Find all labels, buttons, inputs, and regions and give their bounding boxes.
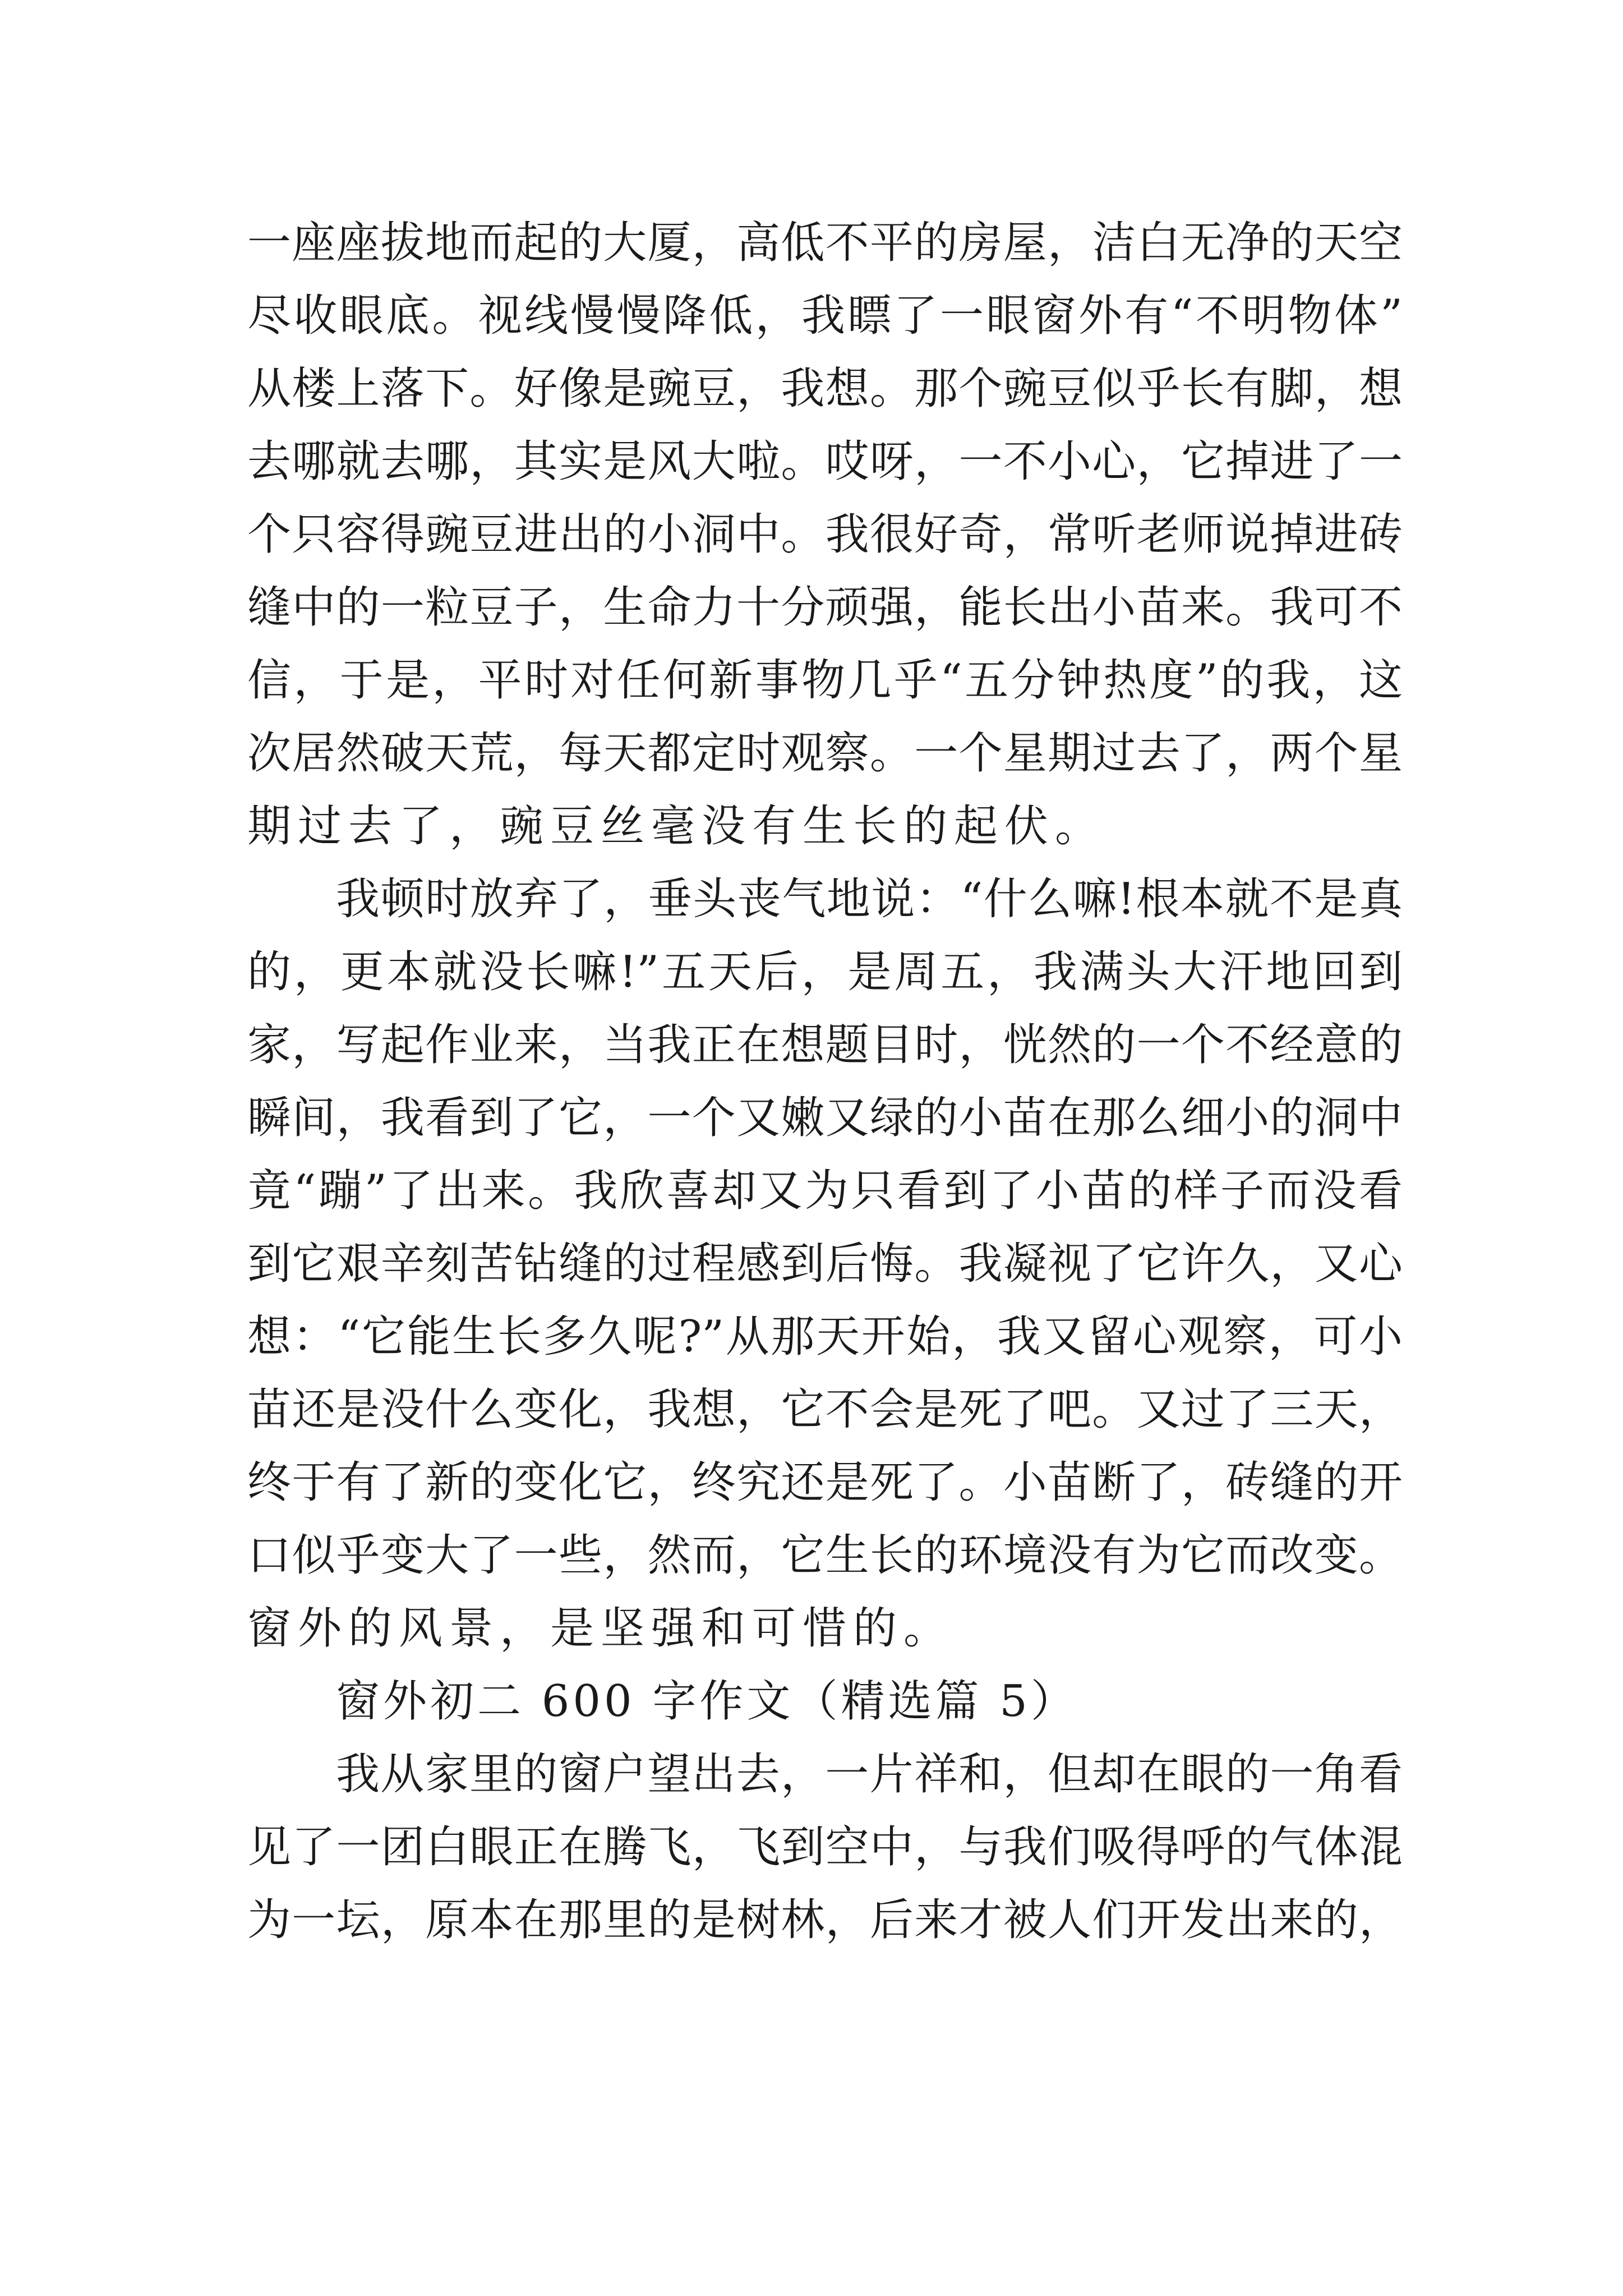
text-line: 信，于是，平时对任何新事物几乎“五分钟热度”的我，这 xyxy=(247,655,1403,706)
text-line: 缝中的一粒豆子，生命力十分顽强，能长出小苗来。我可不 xyxy=(247,582,1403,633)
text-line: 见了一团白眼正在腾飞，飞到空中，与我们吸得呼的气体混 xyxy=(247,1822,1403,1872)
text-line: 苗还是没什么变化，我想，它不会是死了吧。又过了三天， xyxy=(247,1384,1403,1435)
text-line: 尽收眼底。视线慢慢降低，我瞟了一眼窗外有“不明物体” xyxy=(247,291,1403,341)
text-line: 从楼上落下。好像是豌豆，我想。那个豌豆似乎长有脚，想 xyxy=(247,364,1403,414)
text-line: 去哪就去哪，其实是风大啦。哎呀，一不小心，它掉进了一 xyxy=(247,436,1403,487)
text-line: 到它艰辛刻苦钻缝的过程感到后悔。我凝视了它许久，又心 xyxy=(247,1239,1403,1289)
text-line: 口似乎变大了一些，然而，它生长的环境没有为它而改变。 xyxy=(247,1530,1403,1581)
text-line: 想：“它能生长多久呢?”从那天开始，我又留心观察，可小 xyxy=(247,1312,1403,1362)
section-heading: 窗外初二 600 字作文（精选篇 5） xyxy=(336,1676,1078,1727)
text-line: 瞬间，我看到了它，一个又嫩又绿的小苗在那么细小的洞中 xyxy=(247,1093,1403,1143)
text-line: 竟“蹦”了出来。我欣喜却又为只看到了小苗的样子而没看 xyxy=(247,1166,1403,1216)
text-line: 家，写起作业来，当我正在想题目时，恍然的一个不经意的 xyxy=(247,1020,1403,1070)
text-line: 的，更本就没长嘛!”五天后，是周五，我满头大汗地回到 xyxy=(247,947,1403,997)
text-line: 一座座拔地而起的大厦，高低不平的房屋，洁白无净的天空 xyxy=(247,218,1403,268)
text-line: 窗外的风景，是坚强和可惜的。 xyxy=(247,1603,955,1654)
paragraph-first-line: 我从家里的窗户望出去，一片祥和，但却在眼的一角看 xyxy=(336,1749,1403,1800)
paragraph-first-line: 我顿时放弃了，垂头丧气地说：“什么嘛!根本就不是真 xyxy=(336,874,1403,924)
text-line: 为一坛，原本在那里的是树林，后来才被人们开发出来的， xyxy=(247,1895,1403,1945)
text-line: 期过去了，豌豆丝毫没有生长的起伏。 xyxy=(247,801,1106,852)
text-line: 个只容得豌豆进出的小洞中。我很好奇，常听老师说掉进砖 xyxy=(247,509,1403,560)
text-line: 终于有了新的变化它，终究还是死了。小苗断了，砖缝的开 xyxy=(247,1457,1403,1508)
text-line: 次居然破天荒，每天都定时观察。一个星期过去了，两个星 xyxy=(247,728,1403,779)
